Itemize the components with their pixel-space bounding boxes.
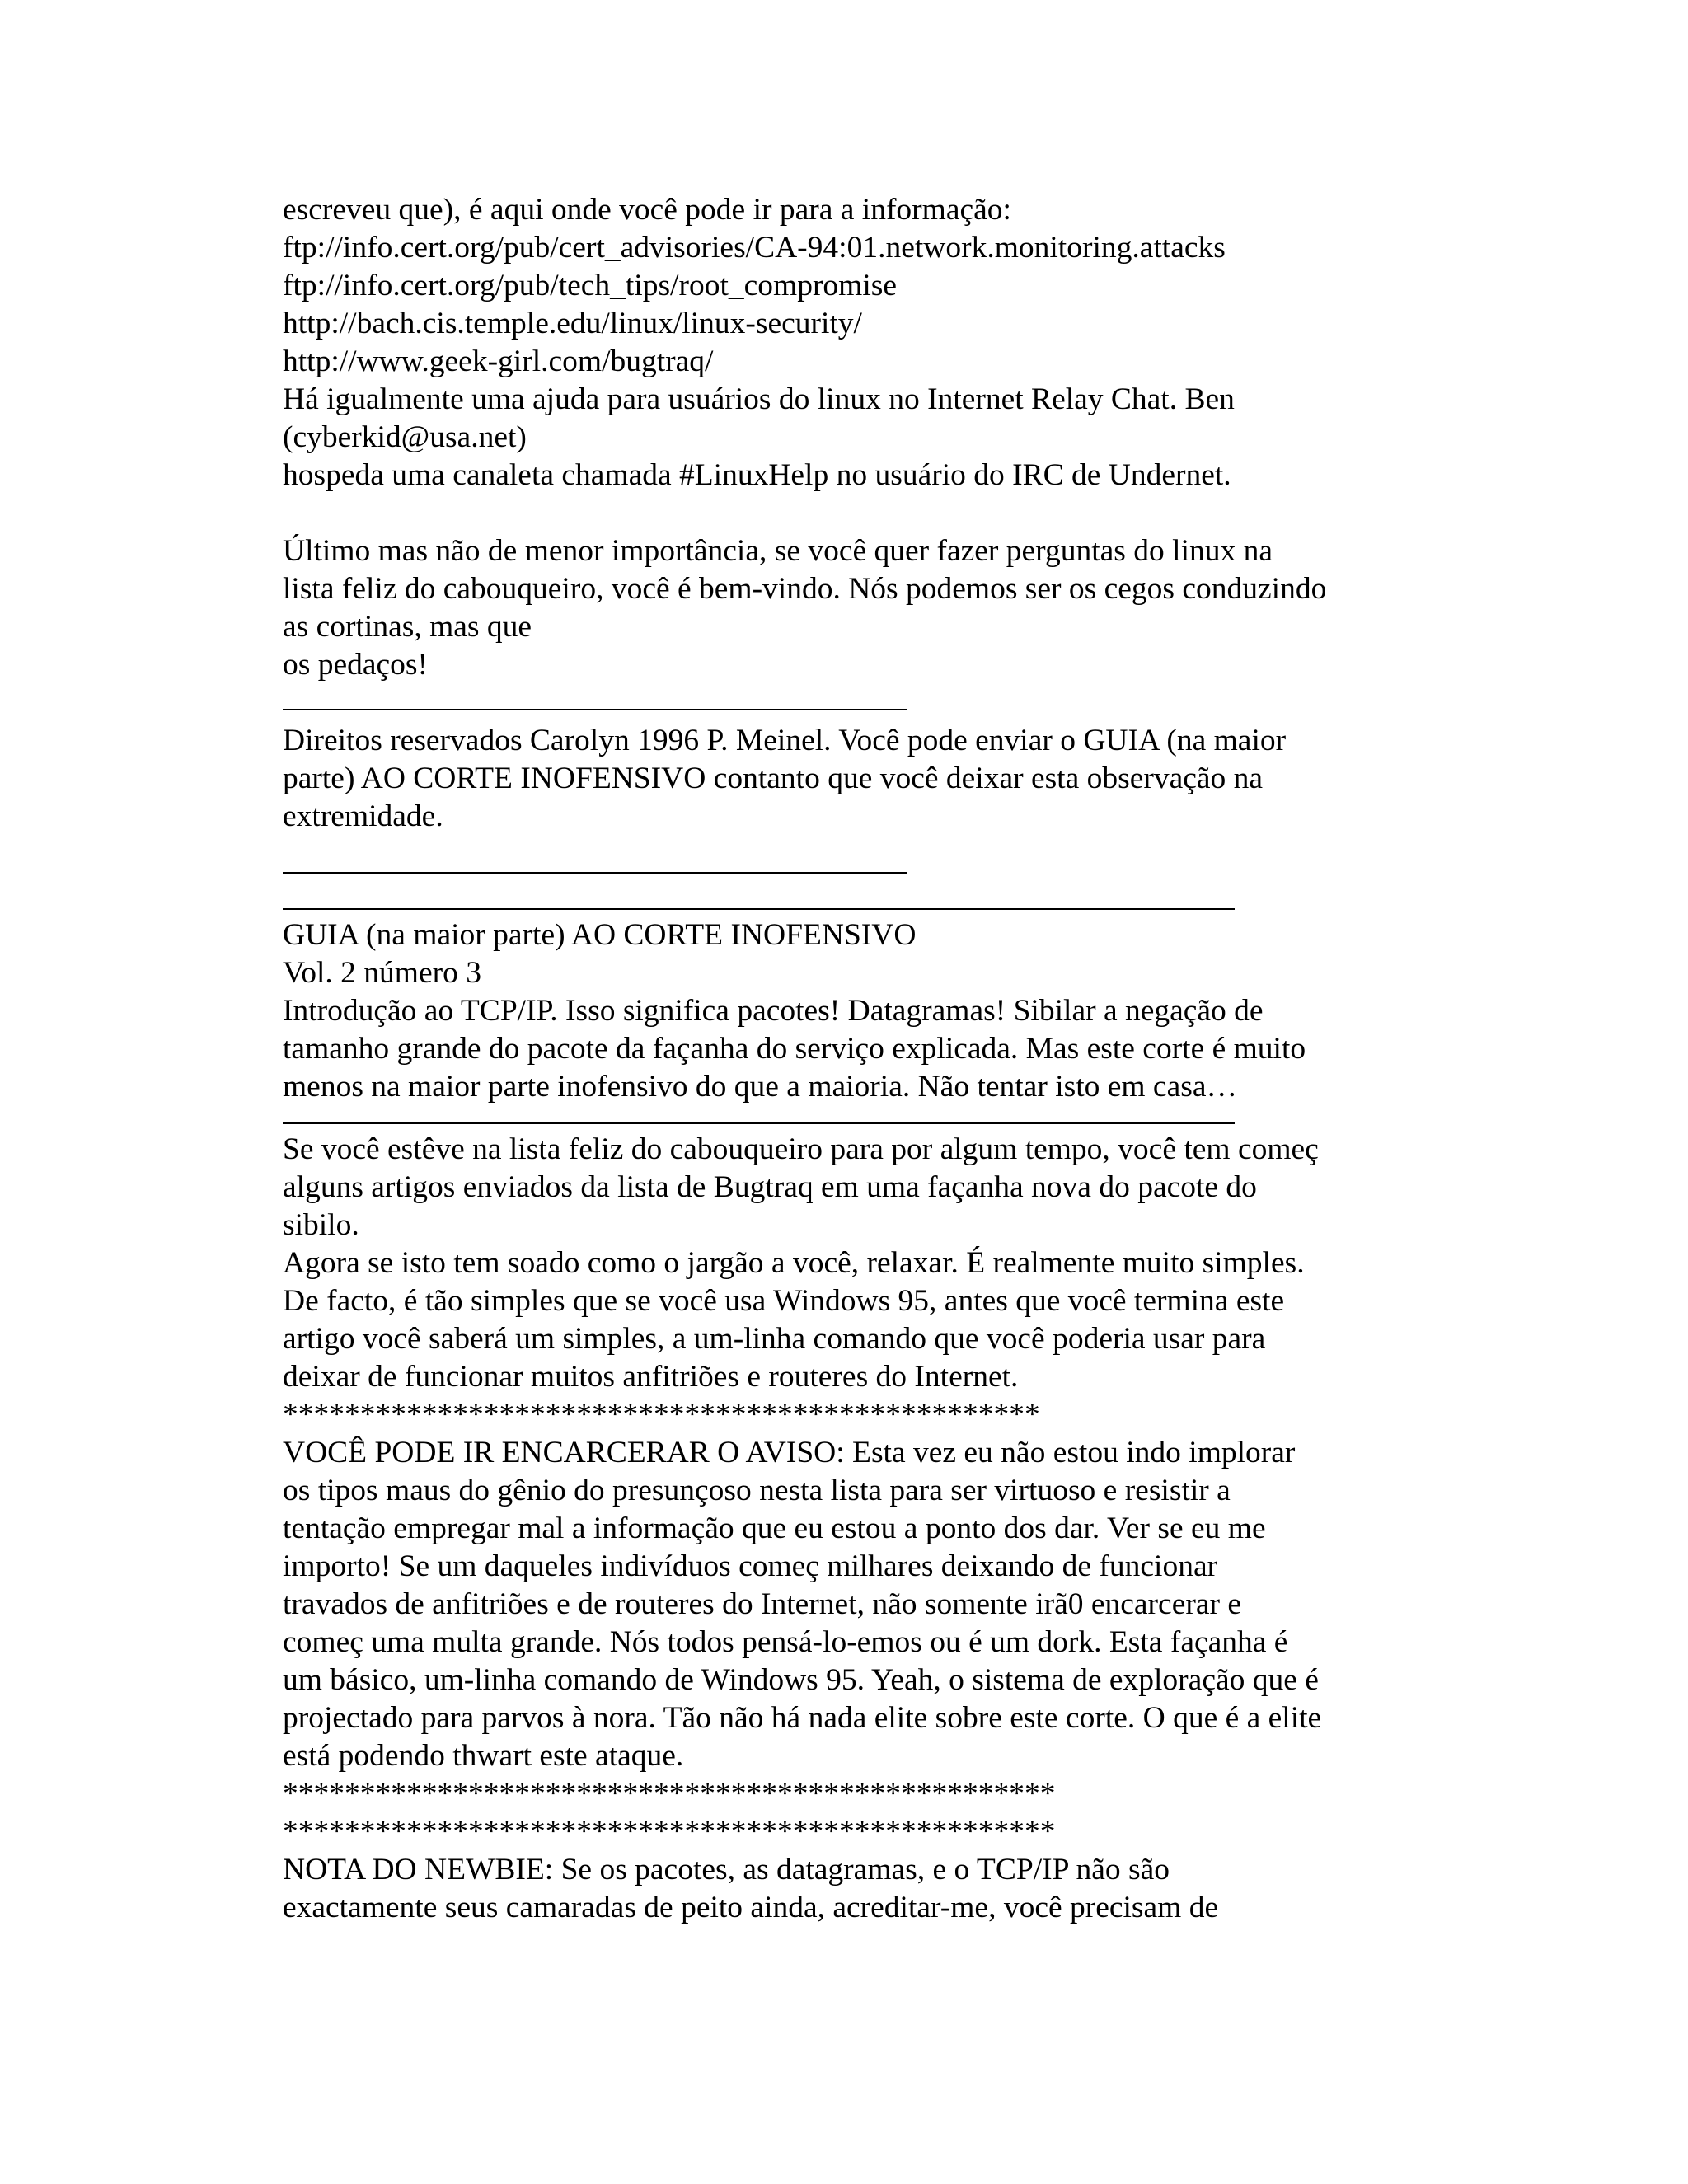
text-line: artigo você saberá um simples, a um-linha comando que você poderia usar para	[283, 1322, 1266, 1356]
text-line: começ uma multa grande. Nós todos pensá-lo-emos ou é um dork. Esta façanha é	[283, 1625, 1288, 1659]
text-line: exactamente seus camaradas de peito ainda, acreditar-me, você precisam de	[283, 1891, 1219, 1924]
text-line: lista feliz do cabouqueiro, você é bem-vindo. Nós podemos ser os cegos conduzindo	[283, 572, 1327, 606]
text-line: NOTA DO NEWBIE: Se os pacotes, as datagramas, e o TCP/IP não são	[283, 1853, 1170, 1886]
url-line: ftp://info.cert.org/pub/cert_advisories/CA-94:01.network.monitoring.attacks	[283, 231, 1226, 265]
copyright-notice	[283, 722, 1437, 836]
text-line: alguns artigos enviados da lista de Bugtraq em uma façanha nova do pacote do	[283, 1170, 1257, 1204]
warning-paragraph	[283, 1434, 1437, 1775]
text-line: VOCÊ PODE IR ENCARCERAR O AVISO: Esta vez eu não estou indo implorar	[283, 1436, 1296, 1469]
text-line: os tipos maus do gênio do presunçoso nesta lista para ser virtuoso e resistir a	[283, 1474, 1231, 1507]
url-line: ftp://info.cert.org/pub/tech_tips/root_compromise	[283, 269, 898, 302]
guide-header	[283, 916, 1437, 1106]
closing-paragraph	[283, 532, 1437, 684]
text-line: parte) AO CORTE INOFENSIVO contanto que você deixar esta observação na	[283, 762, 1264, 795]
resources-block	[283, 191, 1437, 494]
newbie-note	[283, 1851, 1437, 1927]
url-line: http://bach.cis.temple.edu/linux/linux-security/	[283, 307, 862, 340]
spacer	[283, 494, 1437, 532]
text-line: (cyberkid@usa.net)	[283, 420, 527, 454]
text-line: sibilo.	[283, 1208, 359, 1242]
text-line: extremidade.	[283, 799, 443, 833]
asterisk-divider: *************************************************	[283, 1398, 1040, 1432]
text-line: tentação empregar mal a informação que eu estou a ponto dos dar. Ver se eu me	[283, 1511, 1266, 1545]
text-line: Agora se isto tem soado como o jargão a você, relaxar. É realmente muito simples.	[283, 1246, 1305, 1280]
intro-paragraph	[283, 1131, 1437, 1396]
asterisk-divider: **************************************************	[283, 1815, 1056, 1849]
text-line: menos na maior parte inofensivo do que a maioria. Não tentar isto em casa…	[283, 1070, 1237, 1104]
text-line: escreveu que), é aqui onde você pode ir para a informação:	[283, 193, 1011, 227]
asterisk-divider: **************************************************	[283, 1777, 1056, 1811]
text-line: as cortinas, mas que	[283, 610, 532, 644]
text-line: Há igualmente uma ajuda para usuários do linux no Internet Relay Chat. Ben	[283, 382, 1235, 416]
text-line: tamanho grande do pacote da façanha do serviço explicada. Mas este corte é muito	[283, 1032, 1306, 1066]
text-line: projectado para parvos à nora. Tão não há nada elite sobre este corte. O que é a elite	[283, 1701, 1322, 1735]
document-page	[283, 191, 1437, 1927]
text-line: um básico, um-linha comando de Windows 95. Yeah, o sistema de exploração que é	[283, 1663, 1319, 1697]
text-line: hospeda uma canaleta chamada #LinuxHelp no usuário do IRC de Undernet.	[283, 458, 1231, 492]
text-line: os pedaços!	[283, 648, 428, 682]
text-line: Se você estêve na lista feliz do cabouqueiro para por algum tempo, você tem começ	[283, 1132, 1319, 1166]
text-line: importo! Se um daqueles indivíduos começ milhares deixando de funcionar	[283, 1549, 1218, 1583]
text-line: travados de anfitriões e de routeres do Internet, não somente irã0 encarcerar e	[283, 1587, 1241, 1621]
text-line: está podendo thwart este ataque.	[283, 1739, 684, 1773]
url-line: http://www.geek-girl.com/bugtraq/	[283, 344, 714, 378]
text-line: deixar de funcionar muitos anfitriões e routeres do Internet.	[283, 1360, 1019, 1394]
text-line: Direitos reservados Carolyn 1996 P. Meinel. Você pode enviar o GUIA (na maior	[283, 724, 1287, 757]
text-line: Último mas não de menor importância, se você quer fazer perguntas do linux na	[283, 534, 1273, 568]
guide-title: GUIA (na maior parte) AO CORTE INOFENSIVO	[283, 918, 917, 952]
text-line: Introdução ao TCP/IP. Isso significa pacotes! Datagramas! Sibilar a negação de	[283, 994, 1264, 1028]
volume-number: Vol. 2 número 3	[283, 956, 481, 990]
text-line: De facto, é tão simples que se você usa Windows 95, antes que você termina este	[283, 1284, 1285, 1318]
